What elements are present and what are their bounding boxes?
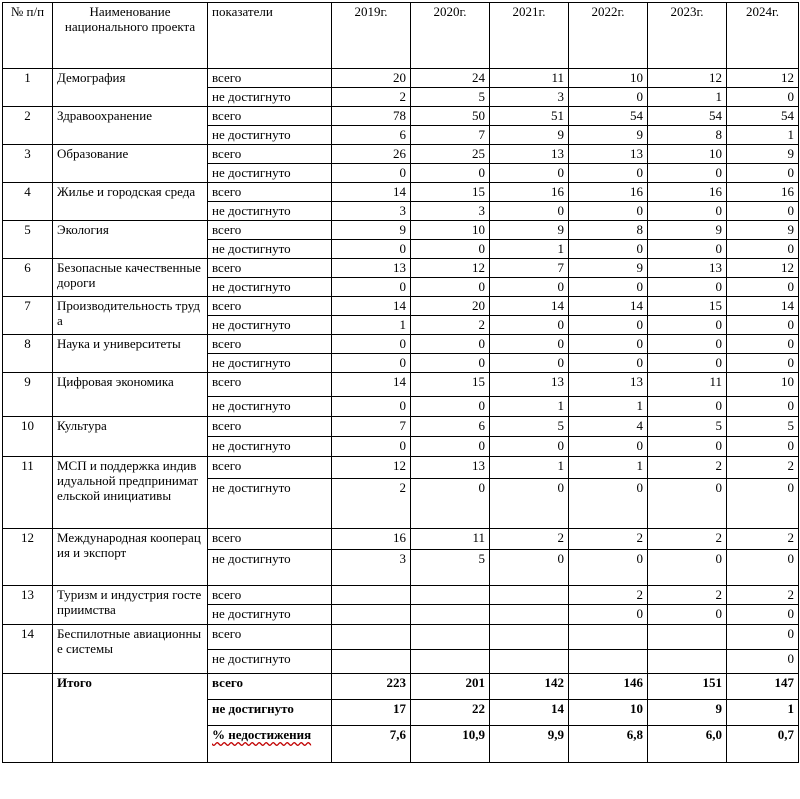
value-cell: 16 <box>648 183 727 202</box>
total-indicator-label <box>208 726 332 763</box>
value-cell: 14 <box>332 373 411 397</box>
project-number: 10 <box>3 417 53 457</box>
value-cell: 0 <box>648 437 727 457</box>
value-cell: 10 <box>727 373 799 397</box>
value-cell: 15 <box>648 297 727 316</box>
value-cell: 4 <box>569 417 648 437</box>
value-cell <box>332 625 411 650</box>
indicator-label: не достигнуто <box>208 605 332 625</box>
indicator-label: всего <box>208 259 332 278</box>
value-cell <box>332 650 411 674</box>
indicator-label: всего <box>208 145 332 164</box>
value-cell: 0 <box>490 335 569 354</box>
total-value-cell: 17 <box>332 700 411 726</box>
value-cell: 0 <box>727 240 799 259</box>
value-cell: 6 <box>332 126 411 145</box>
value-cell <box>569 650 648 674</box>
value-cell: 9 <box>569 259 648 278</box>
project-row <box>3 297 799 316</box>
value-cell: 2 <box>411 316 490 335</box>
project-number: 5 <box>3 221 53 259</box>
value-cell: 14 <box>569 297 648 316</box>
total-value-cell: 6,8 <box>569 726 648 763</box>
value-cell: 5 <box>411 550 490 586</box>
value-cell: 9 <box>727 145 799 164</box>
value-cell: 2 <box>490 529 569 550</box>
value-cell: 13 <box>332 259 411 278</box>
total-value-cell: 14 <box>490 700 569 726</box>
indicator-label: не достигнуто <box>208 316 332 335</box>
value-cell: 9 <box>569 126 648 145</box>
project-name: Туризм и индустрия гостеприимства <box>53 586 208 625</box>
indicator-label: не достигнуто <box>208 164 332 183</box>
value-cell: 0 <box>411 437 490 457</box>
value-cell: 14 <box>727 297 799 316</box>
value-cell: 7 <box>332 417 411 437</box>
value-cell: 9 <box>332 221 411 240</box>
value-cell: 1 <box>490 457 569 479</box>
value-cell: 3 <box>332 550 411 586</box>
value-cell <box>490 605 569 625</box>
value-cell: 0 <box>727 278 799 297</box>
indicator-label: всего <box>208 297 332 316</box>
value-cell: 0 <box>332 354 411 373</box>
project-number: 1 <box>3 69 53 107</box>
project-row <box>3 69 799 88</box>
value-cell: 0 <box>332 335 411 354</box>
value-cell: 0 <box>490 354 569 373</box>
indicator-label: не достигнуто <box>208 650 332 674</box>
value-cell: 8 <box>648 126 727 145</box>
total-value-cell: 151 <box>648 674 727 700</box>
header-row <box>3 3 799 69</box>
value-cell: 1 <box>490 397 569 417</box>
total-row <box>3 674 799 700</box>
value-cell: 9 <box>648 221 727 240</box>
project-row <box>3 457 799 479</box>
value-cell: 0 <box>332 397 411 417</box>
value-cell: 2 <box>727 457 799 479</box>
value-cell: 24 <box>411 69 490 88</box>
project-name: Культура <box>53 417 208 457</box>
total-value-cell: 0,7 <box>727 726 799 763</box>
value-cell: 3 <box>490 88 569 107</box>
value-cell: 1 <box>490 240 569 259</box>
total-indicator-label: всего <box>208 674 332 700</box>
value-cell: 13 <box>569 145 648 164</box>
value-cell: 0 <box>727 316 799 335</box>
value-cell: 9 <box>727 221 799 240</box>
header-year: 2024г. <box>727 3 799 69</box>
value-cell: 11 <box>490 69 569 88</box>
total-value-cell: 201 <box>411 674 490 700</box>
table-wrapper <box>2 2 799 763</box>
total-number-cell <box>3 674 53 763</box>
project-name: Цифровая экономика <box>53 373 208 417</box>
value-cell: 1 <box>569 457 648 479</box>
value-cell <box>648 625 727 650</box>
total-value-cell: 223 <box>332 674 411 700</box>
value-cell: 15 <box>411 373 490 397</box>
project-row <box>3 107 799 126</box>
indicator-label: всего <box>208 586 332 605</box>
indicator-label: всего <box>208 221 332 240</box>
value-cell: 0 <box>411 479 490 529</box>
value-cell: 1 <box>727 126 799 145</box>
value-cell: 0 <box>727 164 799 183</box>
value-cell: 0 <box>490 278 569 297</box>
value-cell <box>411 586 490 605</box>
value-cell: 54 <box>648 107 727 126</box>
value-cell: 0 <box>490 550 569 586</box>
value-cell: 12 <box>648 69 727 88</box>
value-cell <box>411 625 490 650</box>
indicator-label: не достигнуто <box>208 88 332 107</box>
total-value-cell: 147 <box>727 674 799 700</box>
value-cell: 12 <box>727 69 799 88</box>
value-cell: 1 <box>569 397 648 417</box>
header-year: 2023г. <box>648 3 727 69</box>
value-cell: 0 <box>411 397 490 417</box>
value-cell: 9 <box>490 126 569 145</box>
national-projects-table <box>2 2 799 763</box>
value-cell: 0 <box>332 437 411 457</box>
header-year: 2020г. <box>411 3 490 69</box>
value-cell: 0 <box>569 202 648 221</box>
value-cell: 0 <box>648 316 727 335</box>
value-cell: 3 <box>332 202 411 221</box>
value-cell: 0 <box>648 278 727 297</box>
value-cell: 0 <box>727 202 799 221</box>
value-cell: 0 <box>648 202 727 221</box>
header-year: 2021г. <box>490 3 569 69</box>
project-name: Безопасные качественные дороги <box>53 259 208 297</box>
value-cell: 0 <box>648 335 727 354</box>
value-cell: 0 <box>569 316 648 335</box>
value-cell: 78 <box>332 107 411 126</box>
percent-label: % недостижения <box>212 727 312 742</box>
indicator-label: всего <box>208 335 332 354</box>
indicator-label: всего <box>208 417 332 437</box>
value-cell: 16 <box>490 183 569 202</box>
total-value-cell: 1 <box>727 700 799 726</box>
project-number: 3 <box>3 145 53 183</box>
value-cell: 7 <box>490 259 569 278</box>
value-cell: 0 <box>569 354 648 373</box>
value-cell: 0 <box>648 354 727 373</box>
total-value-cell: 146 <box>569 674 648 700</box>
total-value-cell: 7,6 <box>332 726 411 763</box>
value-cell <box>569 625 648 650</box>
indicator-label: всего <box>208 107 332 126</box>
value-cell: 0 <box>569 88 648 107</box>
header-name: Наименование национального проекта <box>53 3 208 69</box>
project-row <box>3 417 799 437</box>
project-name: Международная кооперация и экспорт <box>53 529 208 586</box>
value-cell: 2 <box>648 457 727 479</box>
header-num: № п/п <box>3 3 53 69</box>
value-cell: 16 <box>569 183 648 202</box>
value-cell: 13 <box>490 373 569 397</box>
project-number: 4 <box>3 183 53 221</box>
value-cell: 0 <box>569 550 648 586</box>
project-name: Здравоохранение <box>53 107 208 145</box>
project-number: 14 <box>3 625 53 674</box>
indicator-label: не достигнуто <box>208 437 332 457</box>
value-cell: 13 <box>490 145 569 164</box>
value-cell: 10 <box>411 221 490 240</box>
value-cell: 11 <box>648 373 727 397</box>
value-cell: 12 <box>332 457 411 479</box>
value-cell: 0 <box>569 479 648 529</box>
value-cell <box>332 605 411 625</box>
indicator-label: всего <box>208 457 332 479</box>
project-row <box>3 586 799 605</box>
project-row <box>3 183 799 202</box>
value-cell: 1 <box>648 88 727 107</box>
value-cell: 0 <box>727 479 799 529</box>
value-cell: 10 <box>648 145 727 164</box>
value-cell: 0 <box>569 240 648 259</box>
value-cell: 15 <box>411 183 490 202</box>
value-cell: 0 <box>490 437 569 457</box>
value-cell: 0 <box>411 354 490 373</box>
value-cell: 0 <box>648 164 727 183</box>
value-cell: 10 <box>569 69 648 88</box>
value-cell: 0 <box>727 625 799 650</box>
value-cell: 0 <box>727 397 799 417</box>
value-cell: 13 <box>648 259 727 278</box>
value-cell: 0 <box>490 479 569 529</box>
project-name: Производительность труда <box>53 297 208 335</box>
value-cell: 0 <box>727 335 799 354</box>
indicator-label: не достигнуто <box>208 126 332 145</box>
project-name: Демография <box>53 69 208 107</box>
project-number: 8 <box>3 335 53 373</box>
value-cell: 5 <box>490 417 569 437</box>
value-cell: 20 <box>332 69 411 88</box>
value-cell: 1 <box>332 316 411 335</box>
value-cell: 2 <box>648 529 727 550</box>
indicator-label: не достигнуто <box>208 278 332 297</box>
value-cell: 20 <box>411 297 490 316</box>
value-cell <box>490 650 569 674</box>
header-year: 2022г. <box>569 3 648 69</box>
total-value-cell: 142 <box>490 674 569 700</box>
value-cell: 0 <box>490 202 569 221</box>
project-number: 6 <box>3 259 53 297</box>
value-cell: 0 <box>727 605 799 625</box>
value-cell: 0 <box>569 437 648 457</box>
value-cell: 0 <box>569 278 648 297</box>
project-row <box>3 335 799 354</box>
value-cell <box>490 625 569 650</box>
value-cell <box>411 650 490 674</box>
indicator-label: всего <box>208 183 332 202</box>
value-cell: 0 <box>332 164 411 183</box>
value-cell: 14 <box>332 297 411 316</box>
value-cell: 0 <box>411 335 490 354</box>
value-cell <box>648 650 727 674</box>
project-number: 9 <box>3 373 53 417</box>
value-cell: 0 <box>411 278 490 297</box>
value-cell: 54 <box>569 107 648 126</box>
total-indicator-label: не достигнуто <box>208 700 332 726</box>
table-body <box>3 3 799 763</box>
project-row <box>3 625 799 650</box>
value-cell: 0 <box>727 437 799 457</box>
value-cell: 14 <box>490 297 569 316</box>
project-name: Беспилотные авиационные системы <box>53 625 208 674</box>
value-cell: 0 <box>411 164 490 183</box>
value-cell: 13 <box>569 373 648 397</box>
total-label: Итого <box>53 674 208 763</box>
value-cell: 0 <box>569 164 648 183</box>
value-cell: 3 <box>411 202 490 221</box>
value-cell: 26 <box>332 145 411 164</box>
value-cell: 0 <box>648 605 727 625</box>
value-cell <box>490 586 569 605</box>
total-value-cell: 6,0 <box>648 726 727 763</box>
header-year: 2019г. <box>332 3 411 69</box>
project-row <box>3 259 799 278</box>
value-cell: 0 <box>490 164 569 183</box>
project-name: Экология <box>53 221 208 259</box>
project-number: 13 <box>3 586 53 625</box>
indicator-label: всего <box>208 529 332 550</box>
value-cell: 51 <box>490 107 569 126</box>
value-cell: 13 <box>411 457 490 479</box>
value-cell: 0 <box>727 88 799 107</box>
value-cell: 2 <box>727 529 799 550</box>
indicator-label: не достигнуто <box>208 397 332 417</box>
project-name: МСП и поддержка индивидуальной предпринимательской инициативы <box>53 457 208 529</box>
project-number: 2 <box>3 107 53 145</box>
project-number: 12 <box>3 529 53 586</box>
project-name: Жилье и городская среда <box>53 183 208 221</box>
total-value-cell: 22 <box>411 700 490 726</box>
value-cell: 14 <box>332 183 411 202</box>
value-cell <box>411 605 490 625</box>
total-value-cell: 9 <box>648 700 727 726</box>
value-cell: 50 <box>411 107 490 126</box>
project-row <box>3 145 799 164</box>
value-cell: 2 <box>332 88 411 107</box>
value-cell: 2 <box>332 479 411 529</box>
value-cell: 0 <box>569 605 648 625</box>
value-cell: 2 <box>648 586 727 605</box>
indicator-label: не достигнуто <box>208 550 332 586</box>
value-cell: 0 <box>411 240 490 259</box>
indicator-label: не достигнуто <box>208 479 332 529</box>
value-cell: 0 <box>648 240 727 259</box>
total-value-cell: 9,9 <box>490 726 569 763</box>
value-cell: 0 <box>332 278 411 297</box>
indicator-label: не достигнуто <box>208 240 332 259</box>
value-cell: 5 <box>648 417 727 437</box>
indicator-label: не достигнуто <box>208 202 332 221</box>
indicator-label: не достигнуто <box>208 354 332 373</box>
value-cell: 6 <box>411 417 490 437</box>
value-cell: 0 <box>490 316 569 335</box>
project-number: 11 <box>3 457 53 529</box>
project-name: Образование <box>53 145 208 183</box>
value-cell: 8 <box>569 221 648 240</box>
value-cell: 54 <box>727 107 799 126</box>
value-cell: 12 <box>411 259 490 278</box>
total-value-cell: 10,9 <box>411 726 490 763</box>
project-row <box>3 221 799 240</box>
value-cell: 16 <box>727 183 799 202</box>
project-name: Наука и университеты <box>53 335 208 373</box>
indicator-label: всего <box>208 625 332 650</box>
value-cell: 2 <box>569 529 648 550</box>
total-value-cell: 10 <box>569 700 648 726</box>
indicator-label: всего <box>208 373 332 397</box>
value-cell: 2 <box>569 586 648 605</box>
value-cell <box>332 586 411 605</box>
project-row <box>3 529 799 550</box>
project-row <box>3 373 799 397</box>
value-cell: 25 <box>411 145 490 164</box>
value-cell: 16 <box>332 529 411 550</box>
value-cell: 11 <box>411 529 490 550</box>
header-indicators: показатели <box>208 3 332 69</box>
value-cell: 2 <box>727 586 799 605</box>
value-cell: 5 <box>727 417 799 437</box>
value-cell: 0 <box>648 397 727 417</box>
value-cell: 12 <box>727 259 799 278</box>
value-cell: 0 <box>727 354 799 373</box>
value-cell: 0 <box>727 550 799 586</box>
value-cell: 0 <box>648 550 727 586</box>
value-cell: 0 <box>727 650 799 674</box>
value-cell: 9 <box>490 221 569 240</box>
indicator-label: всего <box>208 69 332 88</box>
project-number: 7 <box>3 297 53 335</box>
value-cell: 7 <box>411 126 490 145</box>
value-cell: 5 <box>411 88 490 107</box>
value-cell: 0 <box>569 335 648 354</box>
value-cell: 0 <box>648 479 727 529</box>
value-cell: 0 <box>332 240 411 259</box>
